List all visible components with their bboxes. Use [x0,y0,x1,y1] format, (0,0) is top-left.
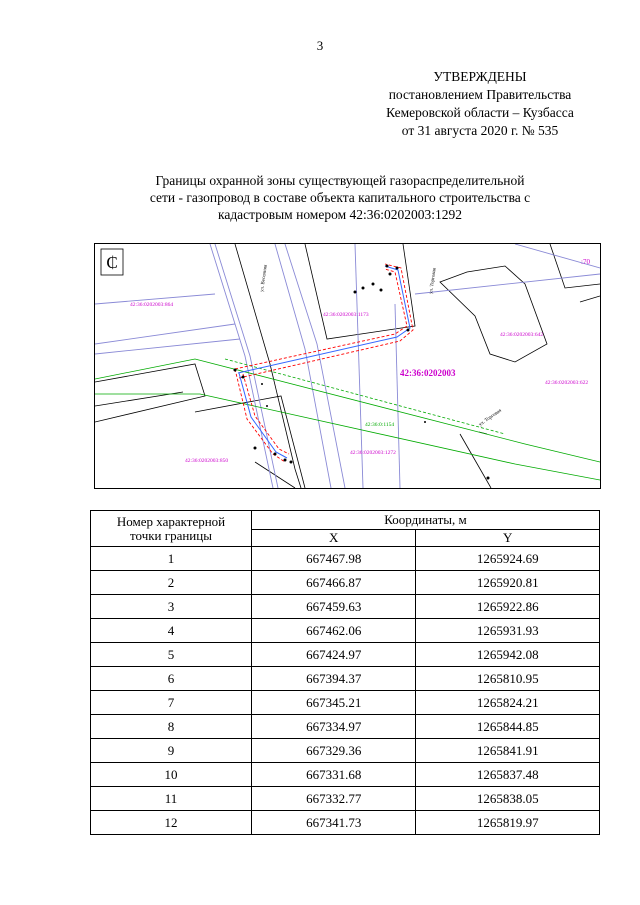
table-row [91,571,600,595]
cell-y: 1265819.97 [416,811,600,835]
table-row [91,547,600,571]
cell-point: 5 [91,643,252,667]
table-row [91,619,600,643]
street-lines [95,244,600,488]
label-parcel-1272: 42:36:0202003:1272 [350,450,396,456]
cell-x: 667331.68 [252,763,416,787]
approval-line-1: УТВЕРЖДЕНЫ [433,69,527,84]
label-street-1: ул. Весенняя [260,264,269,293]
cell-x: 667467.98 [252,547,416,571]
table-row [91,763,600,787]
approval-line-4: от 31 августа 2020 г. № 535 [401,123,559,138]
cell-y: 1265837.48 [416,763,600,787]
cell-x: 667341.73 [252,811,416,835]
cell-x: 667394.37 [252,667,416,691]
label-parcel-642: 42:36:0202003:642 [500,332,544,338]
table-row [91,715,600,739]
cell-point: 7 [91,691,252,715]
header-point-line-1: Номер характерной [116,513,226,529]
cell-y: 1265942.08 [416,643,600,667]
green-zone-lines [95,359,600,480]
cell-x: 667334.97 [252,715,416,739]
cell-point: 12 [91,811,252,835]
approval-line-3: Кемеровской области – Кузбасса [386,105,574,120]
cell-point: 4 [91,619,252,643]
cadastral-map [94,243,601,489]
gas-zone [235,264,413,462]
title-line-1: Границы охранной зоны существующей газораспределительной [155,173,525,188]
cell-x: 667459.63 [252,595,416,619]
title-line-2: сети - газопровод в составе объекта капитального строительства с [149,190,531,205]
cell-y: 1265841.91 [416,739,600,763]
cell-x: 667332.77 [252,787,416,811]
label-parcel-1173: 42:36:0202003:1173 [323,312,369,318]
header-x: X [252,530,416,547]
label-quarter: 42:36:0202003 [400,368,456,378]
table-row [91,643,600,667]
coordinates-table [90,510,600,835]
cell-x: 667424.97 [252,643,416,667]
cell-x: 667466.87 [252,571,416,595]
table-row [91,739,600,763]
cell-x: 667345.21 [252,691,416,715]
cell-point: 10 [91,763,252,787]
label-parcel-864: 42:36:0202003:864 [130,302,174,308]
north-symbol: ₵ [106,253,118,272]
cell-y: 1265838.05 [416,787,600,811]
header-coordinates: Координаты, м [252,511,600,530]
cell-point: 8 [91,715,252,739]
header-y: Y [416,530,600,547]
table-row [91,691,600,715]
table-row [91,667,600,691]
cell-y: 1265824.21 [416,691,600,715]
cell-y: 1265844.85 [416,715,600,739]
document-title [90,172,590,223]
cell-y: 1265922.86 [416,595,600,619]
label-parcel-850: 42:36:0202003:850 [185,458,229,464]
cell-y: 1265920.81 [416,571,600,595]
label-street-2: ул. Торговая [429,267,438,295]
header-point-line-2: точки границы [130,527,212,543]
cell-point: 2 [91,571,252,595]
table-row [91,787,600,811]
approval-line-2: постановлением Правительства [388,87,572,102]
page-number: 3 [316,38,324,53]
title-line-3: кадастровым номером 42:36:0202003:1292 [217,207,463,222]
header-point [91,511,252,547]
approval-block [360,68,600,140]
map-labels [130,258,590,464]
map-svg [95,244,600,488]
table-row [91,811,600,835]
cell-point: 3 [91,595,252,619]
cell-point: 9 [91,739,252,763]
cell-y: 1265924.69 [416,547,600,571]
cell-point: 6 [91,667,252,691]
label-street-3: ул. Торговая [478,408,503,428]
label-parcel-1154: 42:36:0:1154 [365,422,395,428]
table-row [91,595,600,619]
label-corner-70: :70 [581,258,590,266]
cell-x: 667329.36 [252,739,416,763]
cell-point: 1 [91,547,252,571]
label-parcel-622: 42:36:0202003:622 [545,380,589,386]
cell-y: 1265931.93 [416,619,600,643]
cell-y: 1265810.95 [416,667,600,691]
parcel-boundaries [95,244,600,488]
cell-x: 667462.06 [252,619,416,643]
cell-point: 11 [91,787,252,811]
